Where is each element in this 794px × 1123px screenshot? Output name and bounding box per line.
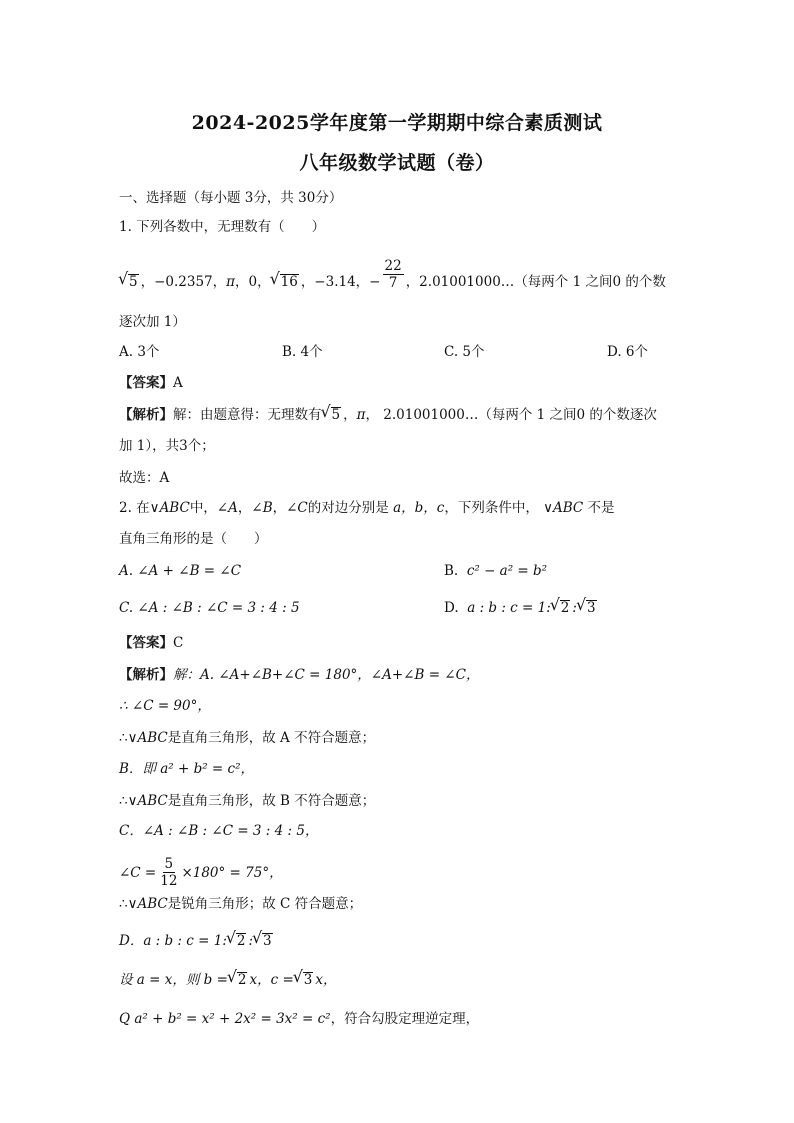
q2-option-d: D. a : b : c = 1:√ 2 :√ 3	[444, 599, 599, 617]
q1-stem: 1. 下列各数中，无理数有（ ）	[119, 219, 326, 235]
q2-analysis-11: Q a² + b² = x² + 2x² = 3x² = c²，符合勾股定理逆定理，	[119, 1011, 480, 1027]
q1-nums-b: ，0，	[235, 274, 271, 290]
q2-option-b: B. c² − a² = b²	[444, 563, 548, 579]
q1-pi: π	[226, 274, 236, 290]
exam-title: 2024-2025学年度第一学期期中综合素质测试	[191, 112, 603, 134]
q2-answer: 【答案】C	[119, 635, 184, 651]
exam-subtitle: 八年级数学试题（卷）	[299, 152, 495, 174]
q1-fraction: $\frac{22}{7}$	[384, 258, 402, 291]
answer-tag: 【答案】	[119, 375, 173, 391]
q1-option-b: B. 4个	[282, 344, 323, 360]
q1-conclusion: 故选：A	[119, 470, 170, 486]
q1-analysis: 【解析】解：由题意得：无理数有√ 5 ，π， 2.01001000…（每两个 1 之间0 的个数逐次	[119, 406, 657, 424]
q2-analysis-2: ∴ ∠C = 90°，	[119, 698, 211, 714]
q1-nums-a: ，−0.2357，	[140, 274, 227, 290]
q1-nums-c: ，−3.14，−	[300, 274, 381, 290]
q2-analysis-9: D．a : b : c = 1:√ 2 :√ 3	[119, 932, 275, 950]
q1-answer	[119, 374, 183, 392]
q2-analysis-6: C．∠A : ∠B : ∠C = 3 : 4 : 5，	[119, 823, 319, 839]
q2-analysis-5: ∴∨ABC是直角三角形，故 B 不符合题意；	[119, 793, 376, 809]
q1-option-d: D. 6个	[607, 344, 649, 360]
q1-analysis-sqrt5: √ 5	[322, 406, 342, 424]
q2-analysis-3: ∴∨ABC是直角三角形，故 A 不符合题意；	[119, 730, 376, 746]
q1-stem-cont: 逐次加 1）	[119, 314, 186, 330]
q2-analysis-7: ∠C = $\frac{5}{12}$ ×180° = 75°，	[119, 856, 283, 889]
analysis-tag: 【解析】	[119, 407, 173, 423]
q1-nums-d: ，2.01001000…（每两个 1 之间0 的个数	[405, 274, 666, 290]
q1-number-list	[119, 258, 666, 299]
q1-answer-value: A	[173, 375, 183, 391]
q2-analysis-1: 【解析】解：A. ∠A+∠B+∠C = 180°，∠A+∠B = ∠C，	[119, 667, 480, 683]
q1-option-a: A. 3个	[119, 344, 160, 360]
q1-sqrt5: √ 5	[119, 273, 139, 291]
q2-option-a: A. ∠A + ∠B = ∠C	[119, 563, 242, 579]
q2-stem: 2. 在∨ABC中，∠A，∠B，∠C的对边分别是 a，b，c，下列条件中， ∨ABC 不是	[119, 500, 615, 516]
q2-analysis-4: B．即 a² + b² = c²，	[119, 761, 254, 777]
q2-stem-line2: 直角三角形的是（ ）	[119, 531, 268, 547]
q1-analysis-line2: 加 1），共3个；	[119, 438, 215, 454]
q1-option-c: C. 5个	[444, 344, 485, 360]
q2-option-c: C. ∠A : ∠B : ∠C = 3 : 4 : 5	[119, 600, 300, 616]
section-heading: 一、选择题（每小题 3分，共 30分）	[119, 190, 343, 206]
q2-analysis-8: ∴∨ABC是锐角三角形；故 C 符合题意；	[119, 896, 363, 912]
q2-analysis-10: 设 a = x，则 b =√ 2 x，c =√ 3 x，	[119, 971, 336, 989]
q1-sqrt16: √ 16	[271, 273, 299, 291]
